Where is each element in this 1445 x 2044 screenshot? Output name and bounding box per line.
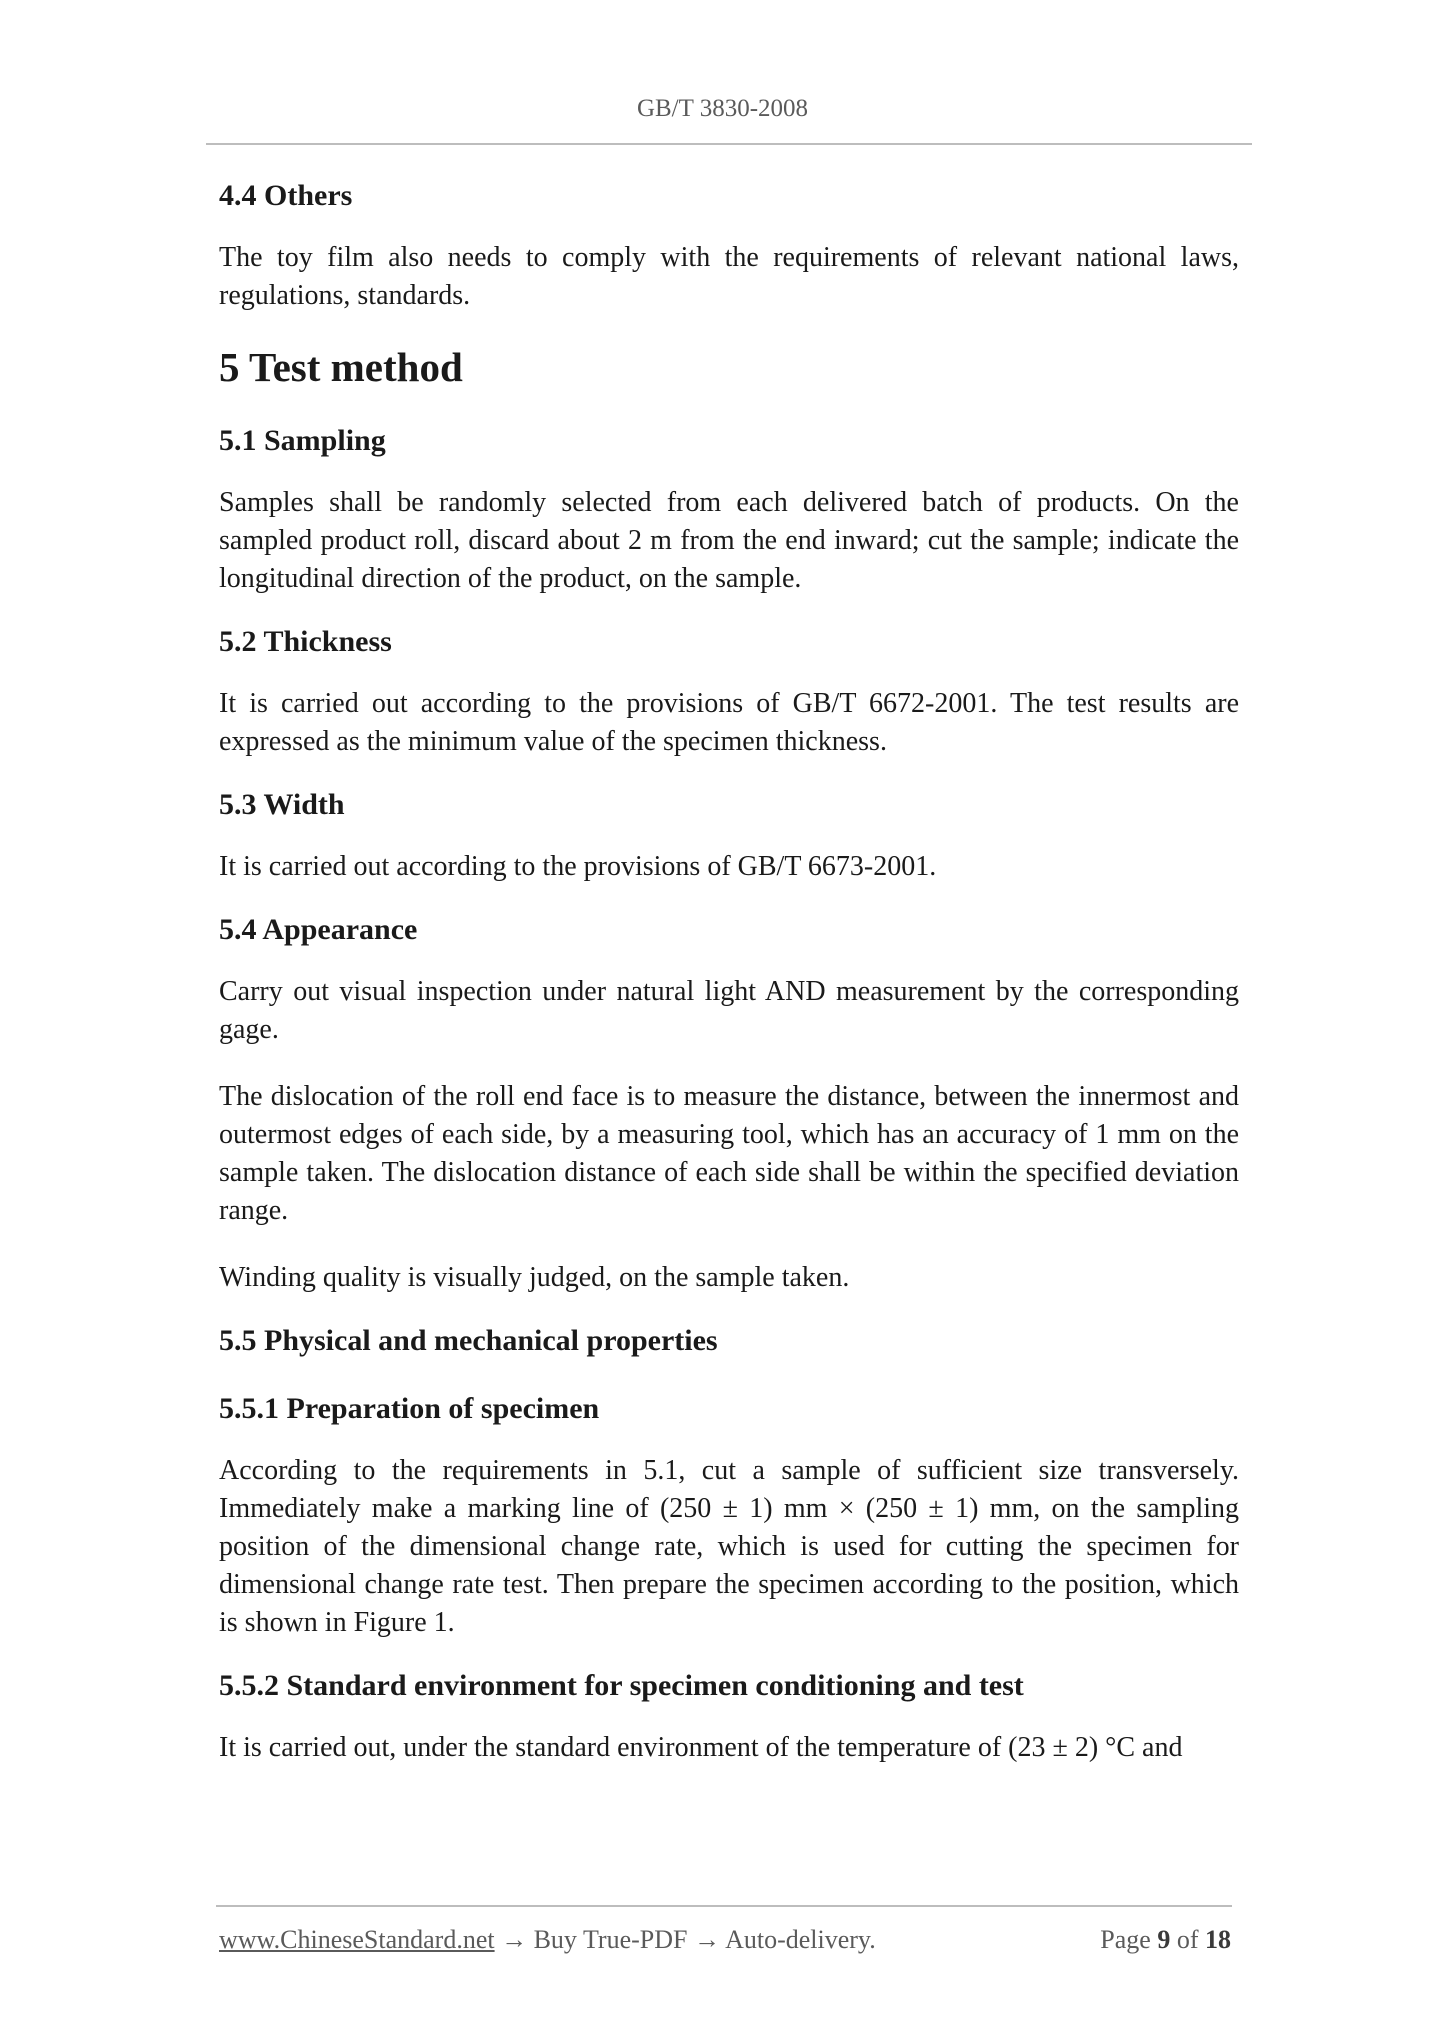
- footer-promo: [219, 1925, 876, 1955]
- arrow-right-icon: →: [501, 1925, 528, 1954]
- page-content: [219, 172, 1239, 1767]
- paragraph: Samples shall be randomly selected from each delivered batch of products. On the sampled product roll, discard about 2 m from the end inward; cut the sample; indicate the longitudinal direction of the product, on the sample.: [219, 487, 1239, 594]
- total-pages: 18: [1205, 1925, 1231, 1954]
- current-page: 9: [1157, 1925, 1171, 1954]
- page-number: [1100, 1925, 1231, 1955]
- page-header-title: GB/T 3830-2008: [636, 95, 809, 122]
- heading-5-1-sampling: 5.1 Sampling: [219, 424, 386, 457]
- chinesestandard-link[interactable]: www.ChineseStandard.net: [219, 1925, 495, 1954]
- paragraph: It is carried out according to the provisions of GB/T 6673-2001.: [219, 851, 937, 882]
- paragraph: The dislocation of the roll end face is to measure the distance, between the innermost and outermost edges of each side, by a measuring tool, which has an accuracy of 1 mm on the sample taken. The dislocation distance of each side shall be within the specified deviation range.: [219, 1081, 1239, 1226]
- page-label: Page: [1100, 1925, 1151, 1954]
- paragraph: Carry out visual inspection under natural light AND measurement by the corresponding gage.: [219, 976, 1239, 1045]
- of-label: of: [1176, 1925, 1199, 1954]
- buy-true-pdf-text: Buy True-PDF: [533, 1925, 688, 1954]
- paragraph: The toy film also needs to comply with the requirements of relevant national laws, regulations, standards.: [219, 242, 1239, 311]
- arrow-right-icon: →: [694, 1925, 720, 1954]
- page-footer: [219, 1925, 1231, 1959]
- footer-divider: [216, 1905, 1232, 1907]
- heading-5-2-thickness: 5.2 Thickness: [219, 625, 392, 658]
- heading-5-5-2-standard-environment: 5.5.2 Standard environment for specimen conditioning and test: [219, 1669, 1024, 1702]
- header-divider: [206, 143, 1252, 145]
- heading-5-5-physical-mechanical: 5.5 Physical and mechanical properties: [219, 1324, 718, 1357]
- heading-4-4-others: 4.4 Others: [219, 179, 353, 212]
- heading-5-5-1-preparation: 5.5.1 Preparation of specimen: [219, 1392, 600, 1425]
- heading-5-4-appearance: 5.4 Appearance: [219, 913, 418, 946]
- auto-delivery-text: Auto-delivery.: [725, 1925, 876, 1954]
- paragraph: Winding quality is visually judged, on the sample taken.: [219, 1262, 850, 1293]
- paragraph: It is carried out, under the standard environment of the temperature of (23 ± 2) °C and: [219, 1732, 1183, 1763]
- heading-5-test-method: 5 Test method: [219, 344, 463, 390]
- paragraph: It is carried out according to the provisions of GB/T 6672-2001. The test results are expressed as the minimum value of the specimen thickness.: [219, 688, 1239, 757]
- paragraph: According to the requirements in 5.1, cut a sample of sufficient size transversely. Immediately make a marking line of (250 ± 1) mm × (250 ± 1) mm, on the sampling position of the dimensional change rate, which is used for cutting the specimen for dimensional change rate test. Then prepare the specimen according to the position, which is shown in Figure 1.: [219, 1455, 1239, 1638]
- heading-5-3-width: 5.3 Width: [219, 788, 345, 821]
